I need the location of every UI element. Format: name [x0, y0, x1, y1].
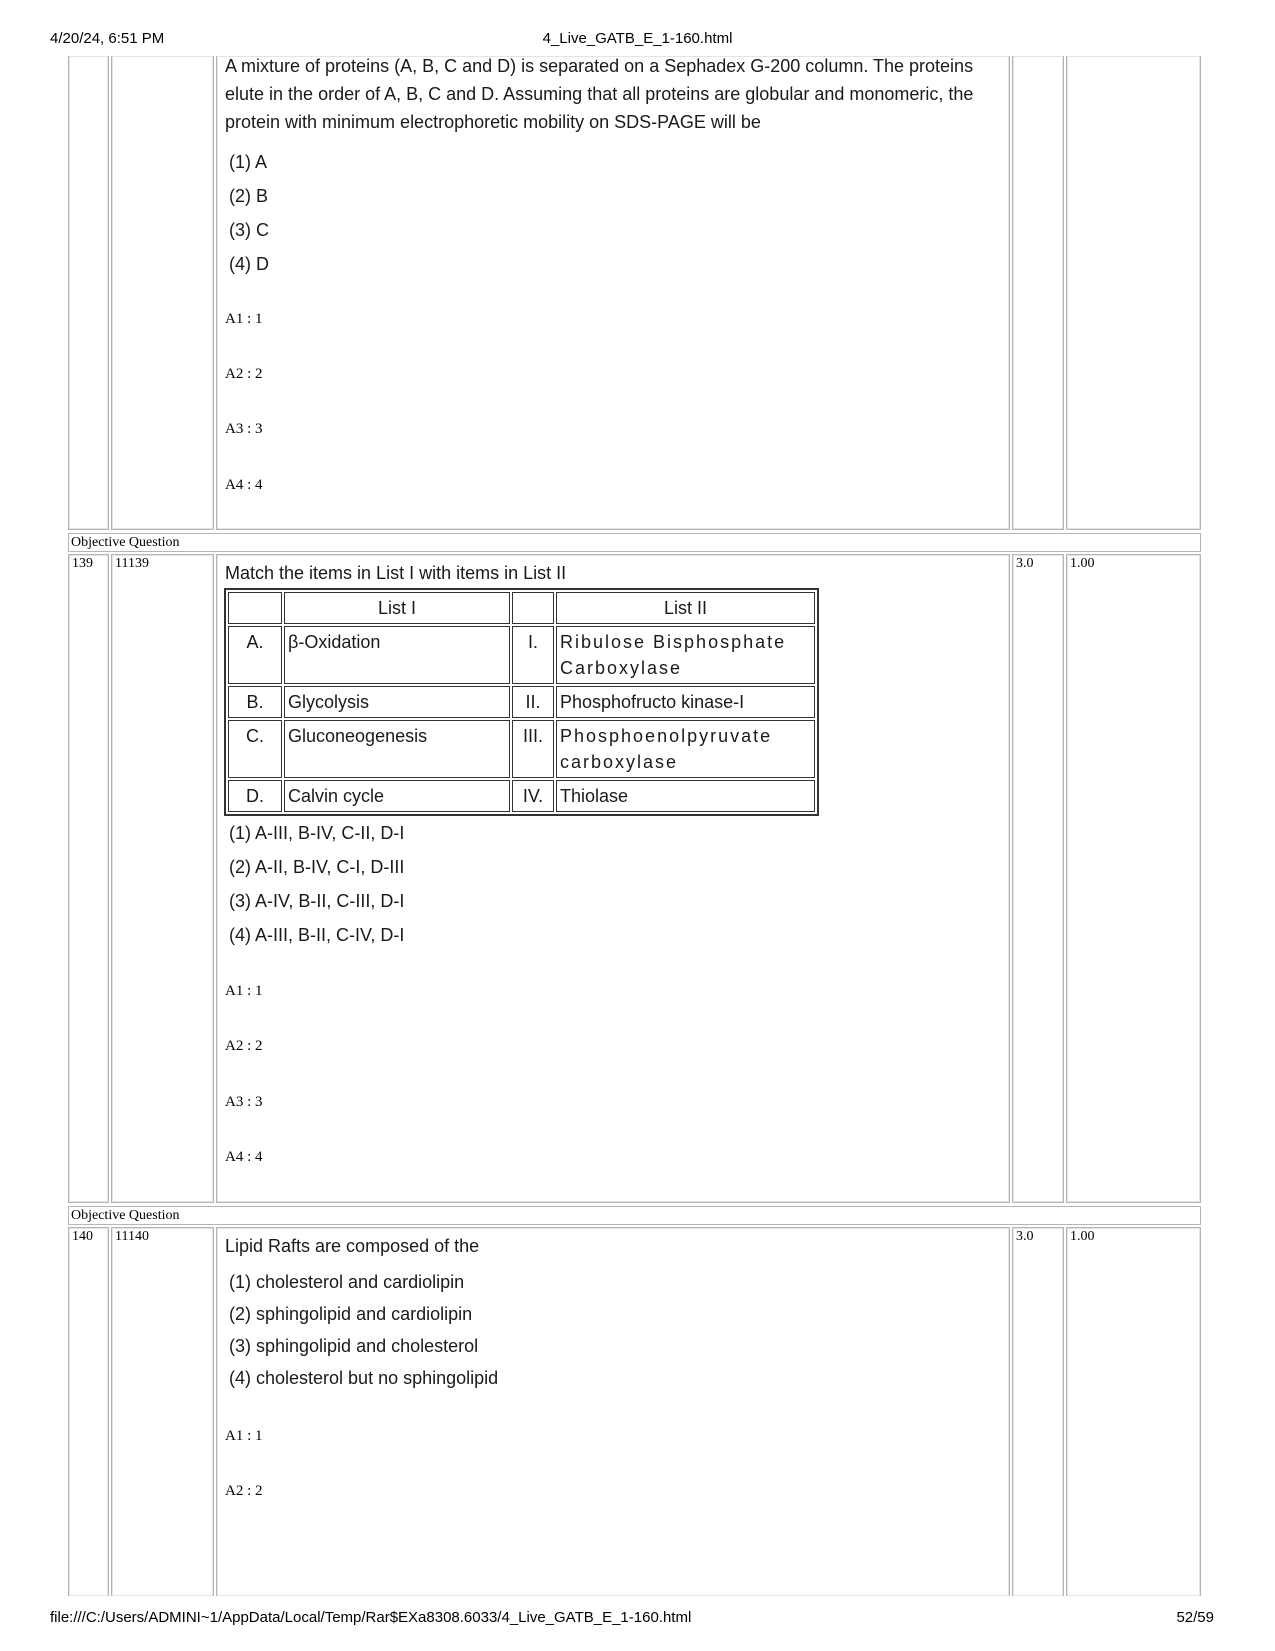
- print-file-url: file:///C:/Users/ADMINI~1/AppData/Local/Temp/Rar$EXa8308.6033/4_Live_GATB_E_1-160.html: [50, 1609, 692, 1626]
- q139-neg-cell: [1066, 554, 1201, 1203]
- q138-qid-cell: [111, 56, 214, 530]
- q138-body-cell: [216, 56, 1010, 530]
- match-table-row: [228, 780, 815, 812]
- q139-answer-1: A1 : 1: [225, 983, 263, 999]
- match-cell: Thiolase: [556, 780, 815, 812]
- match-cell: B.: [228, 686, 282, 718]
- q139-marks: 3.0: [1016, 556, 1034, 571]
- q140-answer-2: A2 : 2: [225, 1483, 263, 1499]
- q140-option-3: (3) sphingolipid and cholesterol: [229, 1336, 479, 1356]
- q140-question-text: Lipid Rafts are composed of the: [225, 1236, 480, 1256]
- question-sheet: [68, 56, 1201, 1596]
- q140-option-4: (4) cholesterol but no sphingolipid: [229, 1368, 499, 1388]
- q139-qid-cell: [111, 554, 214, 1203]
- q139-answer-2: A2 : 2: [225, 1038, 263, 1054]
- q139-option-1: (1) A-III, B-IV, C-II, D-I: [229, 823, 405, 843]
- q138-answer-2: A2 : 2: [225, 366, 263, 382]
- print-header: [0, 30, 1275, 50]
- q138-option-2: (2) B: [229, 186, 269, 206]
- q139-option-4: (4) A-III, B-II, C-IV, D-I: [229, 925, 405, 945]
- q139-answer-3: A3 : 3: [225, 1094, 263, 1110]
- q139-answer-4: A4 : 4: [225, 1149, 263, 1165]
- q140-qid-cell: [111, 1227, 214, 1596]
- q139-option-3: (3) A-IV, B-II, C-III, D-I: [229, 891, 405, 911]
- q140-marks: 3.0: [1016, 1229, 1034, 1244]
- q140-neg-cell: [1066, 1227, 1201, 1596]
- match-cell: Ribulose Bisphosphate Carboxylase: [556, 626, 815, 684]
- print-page-number: 52/59: [1176, 1609, 1214, 1626]
- print-footer: [0, 1609, 1275, 1629]
- q139-negative-marks: 1.00: [1070, 556, 1095, 571]
- q140-sno-cell: [68, 1227, 109, 1596]
- match-cell: Glycolysis: [284, 686, 510, 718]
- match-cell: Gluconeogenesis: [284, 720, 510, 778]
- q139-sno-cell: [68, 554, 109, 1203]
- q138-marks-cell: [1012, 56, 1064, 530]
- q139-question-id: 11139: [115, 556, 149, 571]
- match-header-list-2: List II: [556, 592, 815, 624]
- q140-body-cell: [216, 1227, 1010, 1596]
- match-cell: I.: [512, 626, 554, 684]
- match-header-cell: [512, 592, 554, 624]
- q138-answer-3: A3 : 3: [225, 421, 263, 437]
- q140-negative-marks: 1.00: [1070, 1229, 1095, 1244]
- q138-option-3: (3) C: [229, 220, 269, 240]
- q140-option-1: (1) cholesterol and cardiolipin: [229, 1272, 465, 1292]
- match-header-list-1: List I: [284, 592, 510, 624]
- q138-option-1: (1) A: [229, 152, 268, 172]
- q138-option-4: (4) D: [229, 254, 269, 274]
- match-cell: β-Oxidation: [284, 626, 510, 684]
- q140-marks-cell: [1012, 1227, 1064, 1596]
- q138-sno-cell: [68, 56, 109, 530]
- q139-marks-cell: [1012, 554, 1064, 1203]
- match-cell: Phosphoenolpyruvate carboxylase: [556, 720, 815, 778]
- match-cell: D.: [228, 780, 282, 812]
- print-title: 4_Live_GATB_E_1-160.html: [542, 30, 733, 47]
- match-table-row: [228, 686, 815, 718]
- q140-answer-1: A1 : 1: [225, 1428, 263, 1444]
- q139-question-text: Match the items in List I with items in List II: [225, 563, 567, 583]
- match-cell: IV.: [512, 780, 554, 812]
- question-type-banner: Objective Question: [68, 533, 1201, 552]
- match-cell: Calvin cycle: [284, 780, 510, 812]
- q140-serial-number: 140: [72, 1229, 93, 1244]
- match-cell: C.: [228, 720, 282, 778]
- q138-answer-4: A4 : 4: [225, 477, 263, 493]
- match-table-header-row: [228, 592, 815, 624]
- q139-match-table: [224, 588, 819, 816]
- q138-answer-1: A1 : 1: [225, 311, 263, 327]
- match-table-row: [228, 720, 815, 778]
- q138-neg-cell: [1066, 56, 1201, 530]
- q138-question-text: A mixture of proteins (A, B, C and D) is separated on a Sephadex G-200 column. The proteins elute in the order of A, B, C and D. Assuming that all proteins are globular and monomeric, the protein with minimum electrophoretic mobility on SDS-PAGE will be: [225, 56, 974, 132]
- match-header-cell: [228, 592, 282, 624]
- match-cell: Phosphofructo kinase-I: [556, 686, 815, 718]
- question-type-banner: Objective Question: [68, 1206, 1201, 1225]
- match-cell: A.: [228, 626, 282, 684]
- q139-body-cell: [216, 554, 1010, 1203]
- q140-question-id: 11140: [115, 1229, 149, 1244]
- q139-serial-number: 139: [72, 556, 93, 571]
- match-table-row: [228, 626, 815, 684]
- print-datetime: 4/20/24, 6:51 PM: [50, 30, 165, 47]
- q140-option-2: (2) sphingolipid and cardiolipin: [229, 1304, 473, 1324]
- q139-option-2: (2) A-II, B-IV, C-I, D-III: [229, 857, 405, 877]
- match-cell: III.: [512, 720, 554, 778]
- match-cell: II.: [512, 686, 554, 718]
